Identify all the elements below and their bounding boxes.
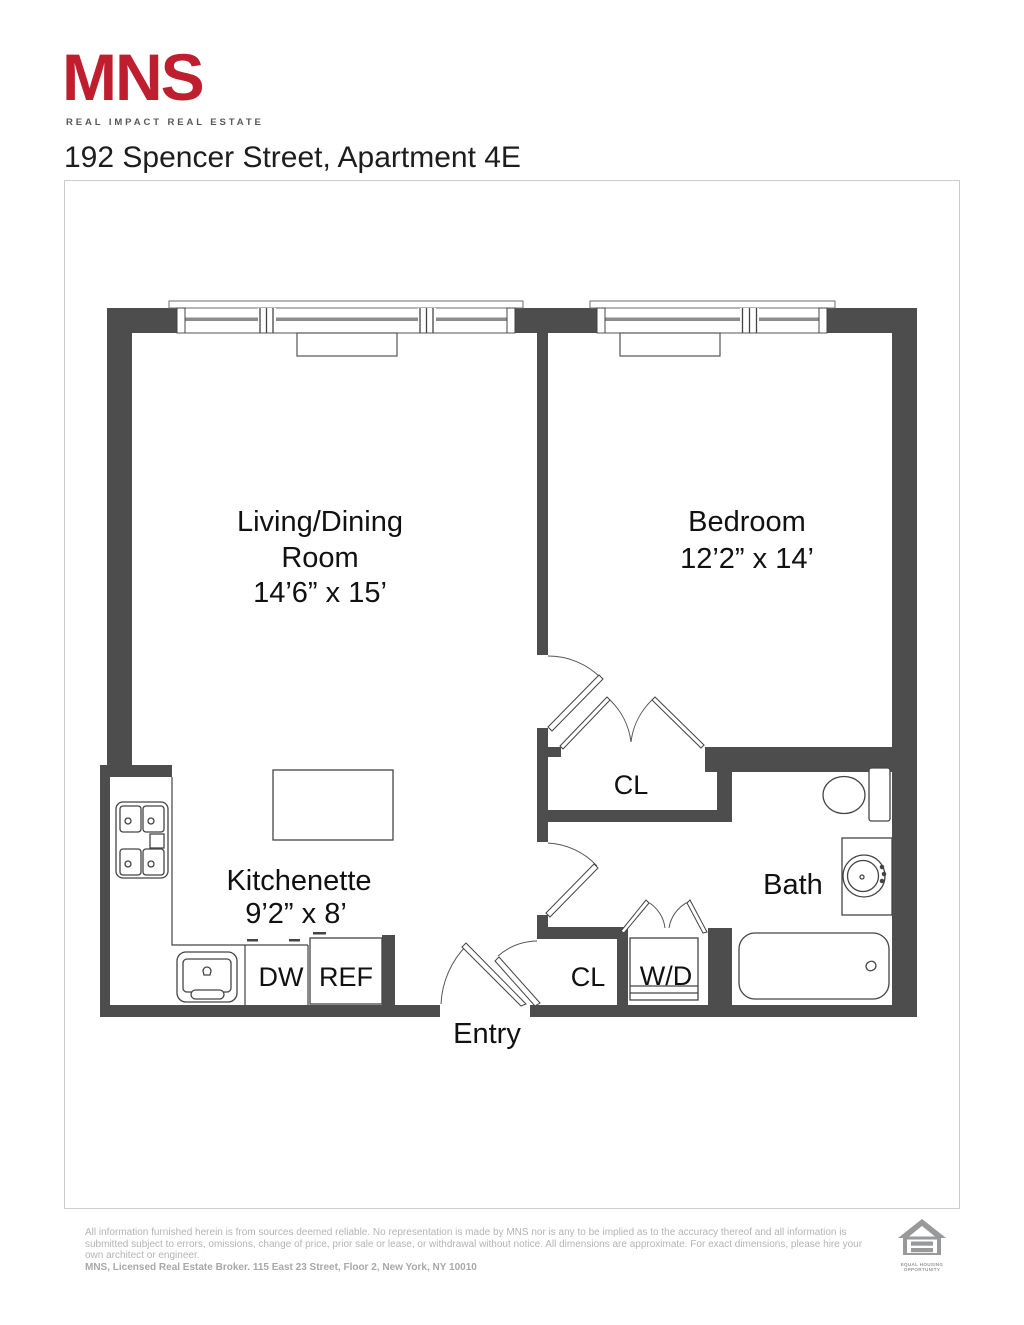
equal-housing-text-2: OPPORTUNITY: [903, 1267, 941, 1273]
disclaimer: [85, 1227, 875, 1273]
kitchen-sink: [177, 952, 237, 1002]
dishwasher-label: DW: [258, 962, 304, 992]
toilet: [823, 768, 890, 821]
disclaimer-line2: to errors, omissions, change of price, prior sale or lease, or withdrawal without notice. All dimensions are approximate. For exact dimensions, please hire your own architect or engineer.: [85, 1238, 863, 1261]
page-title: 192 Spencer Street, Apartment 4E: [64, 141, 521, 174]
mns-logo: MNS: [62, 40, 203, 114]
bedroom-door: [548, 656, 603, 731]
bedroom-dims: 12’2” x 14’: [680, 543, 814, 575]
hall-door: [546, 843, 598, 917]
bedroom-radiator: [620, 333, 720, 356]
plan-frame: [65, 181, 960, 1209]
bedroom-closet-bifold-doors: [560, 697, 704, 749]
entry-label: Entry: [453, 1018, 521, 1050]
kitchenette-dims: 9’2” x 8’: [245, 898, 347, 930]
living-radiator: [297, 333, 397, 356]
kitchen-island: [273, 770, 393, 840]
logo-tagline: REAL IMPACT REAL ESTATE: [66, 117, 264, 128]
wd-bifold-doors: [621, 900, 707, 933]
disclaimer-line1: All information furnished herein is from sources deemed reliable. No representation is made by MNS nor is any to be implied as to the accuracy thereof and all information is submitted subject: [85, 1227, 847, 1250]
window-mullion: [740, 308, 759, 333]
bedroom-window: [590, 301, 835, 333]
bedroom-label: Bedroom: [688, 506, 806, 538]
kitchenette-label: Kitchenette: [226, 865, 372, 897]
washer-dryer-label: W/D: [639, 961, 693, 991]
living-room-window: [169, 301, 523, 333]
vanity-sink: [842, 838, 892, 915]
living-room-label: Living/Dining: [236, 506, 404, 538]
walls: [100, 308, 917, 1017]
bathtub: [739, 933, 889, 999]
living-room-dims: 14’6” x 15’: [253, 577, 387, 609]
refrigerator-label: REF: [319, 962, 373, 992]
bedroom-closet-label: CL: [613, 770, 649, 800]
bath-label: Bath: [763, 869, 823, 901]
equal-housing-logo: [893, 1218, 951, 1273]
living-room-label2: Room: [281, 542, 359, 574]
broker-line: MNS, Licensed Real Estate Broker. 115 East 23 Street, Floor 2, New York, NY 10010: [85, 1261, 477, 1273]
equal-housing-icon: [893, 1218, 951, 1256]
stove: [116, 802, 168, 878]
equal-housing-text-1: EQUAL HOUSING: [900, 1262, 944, 1267]
entry-closet-label: CL: [570, 962, 606, 992]
